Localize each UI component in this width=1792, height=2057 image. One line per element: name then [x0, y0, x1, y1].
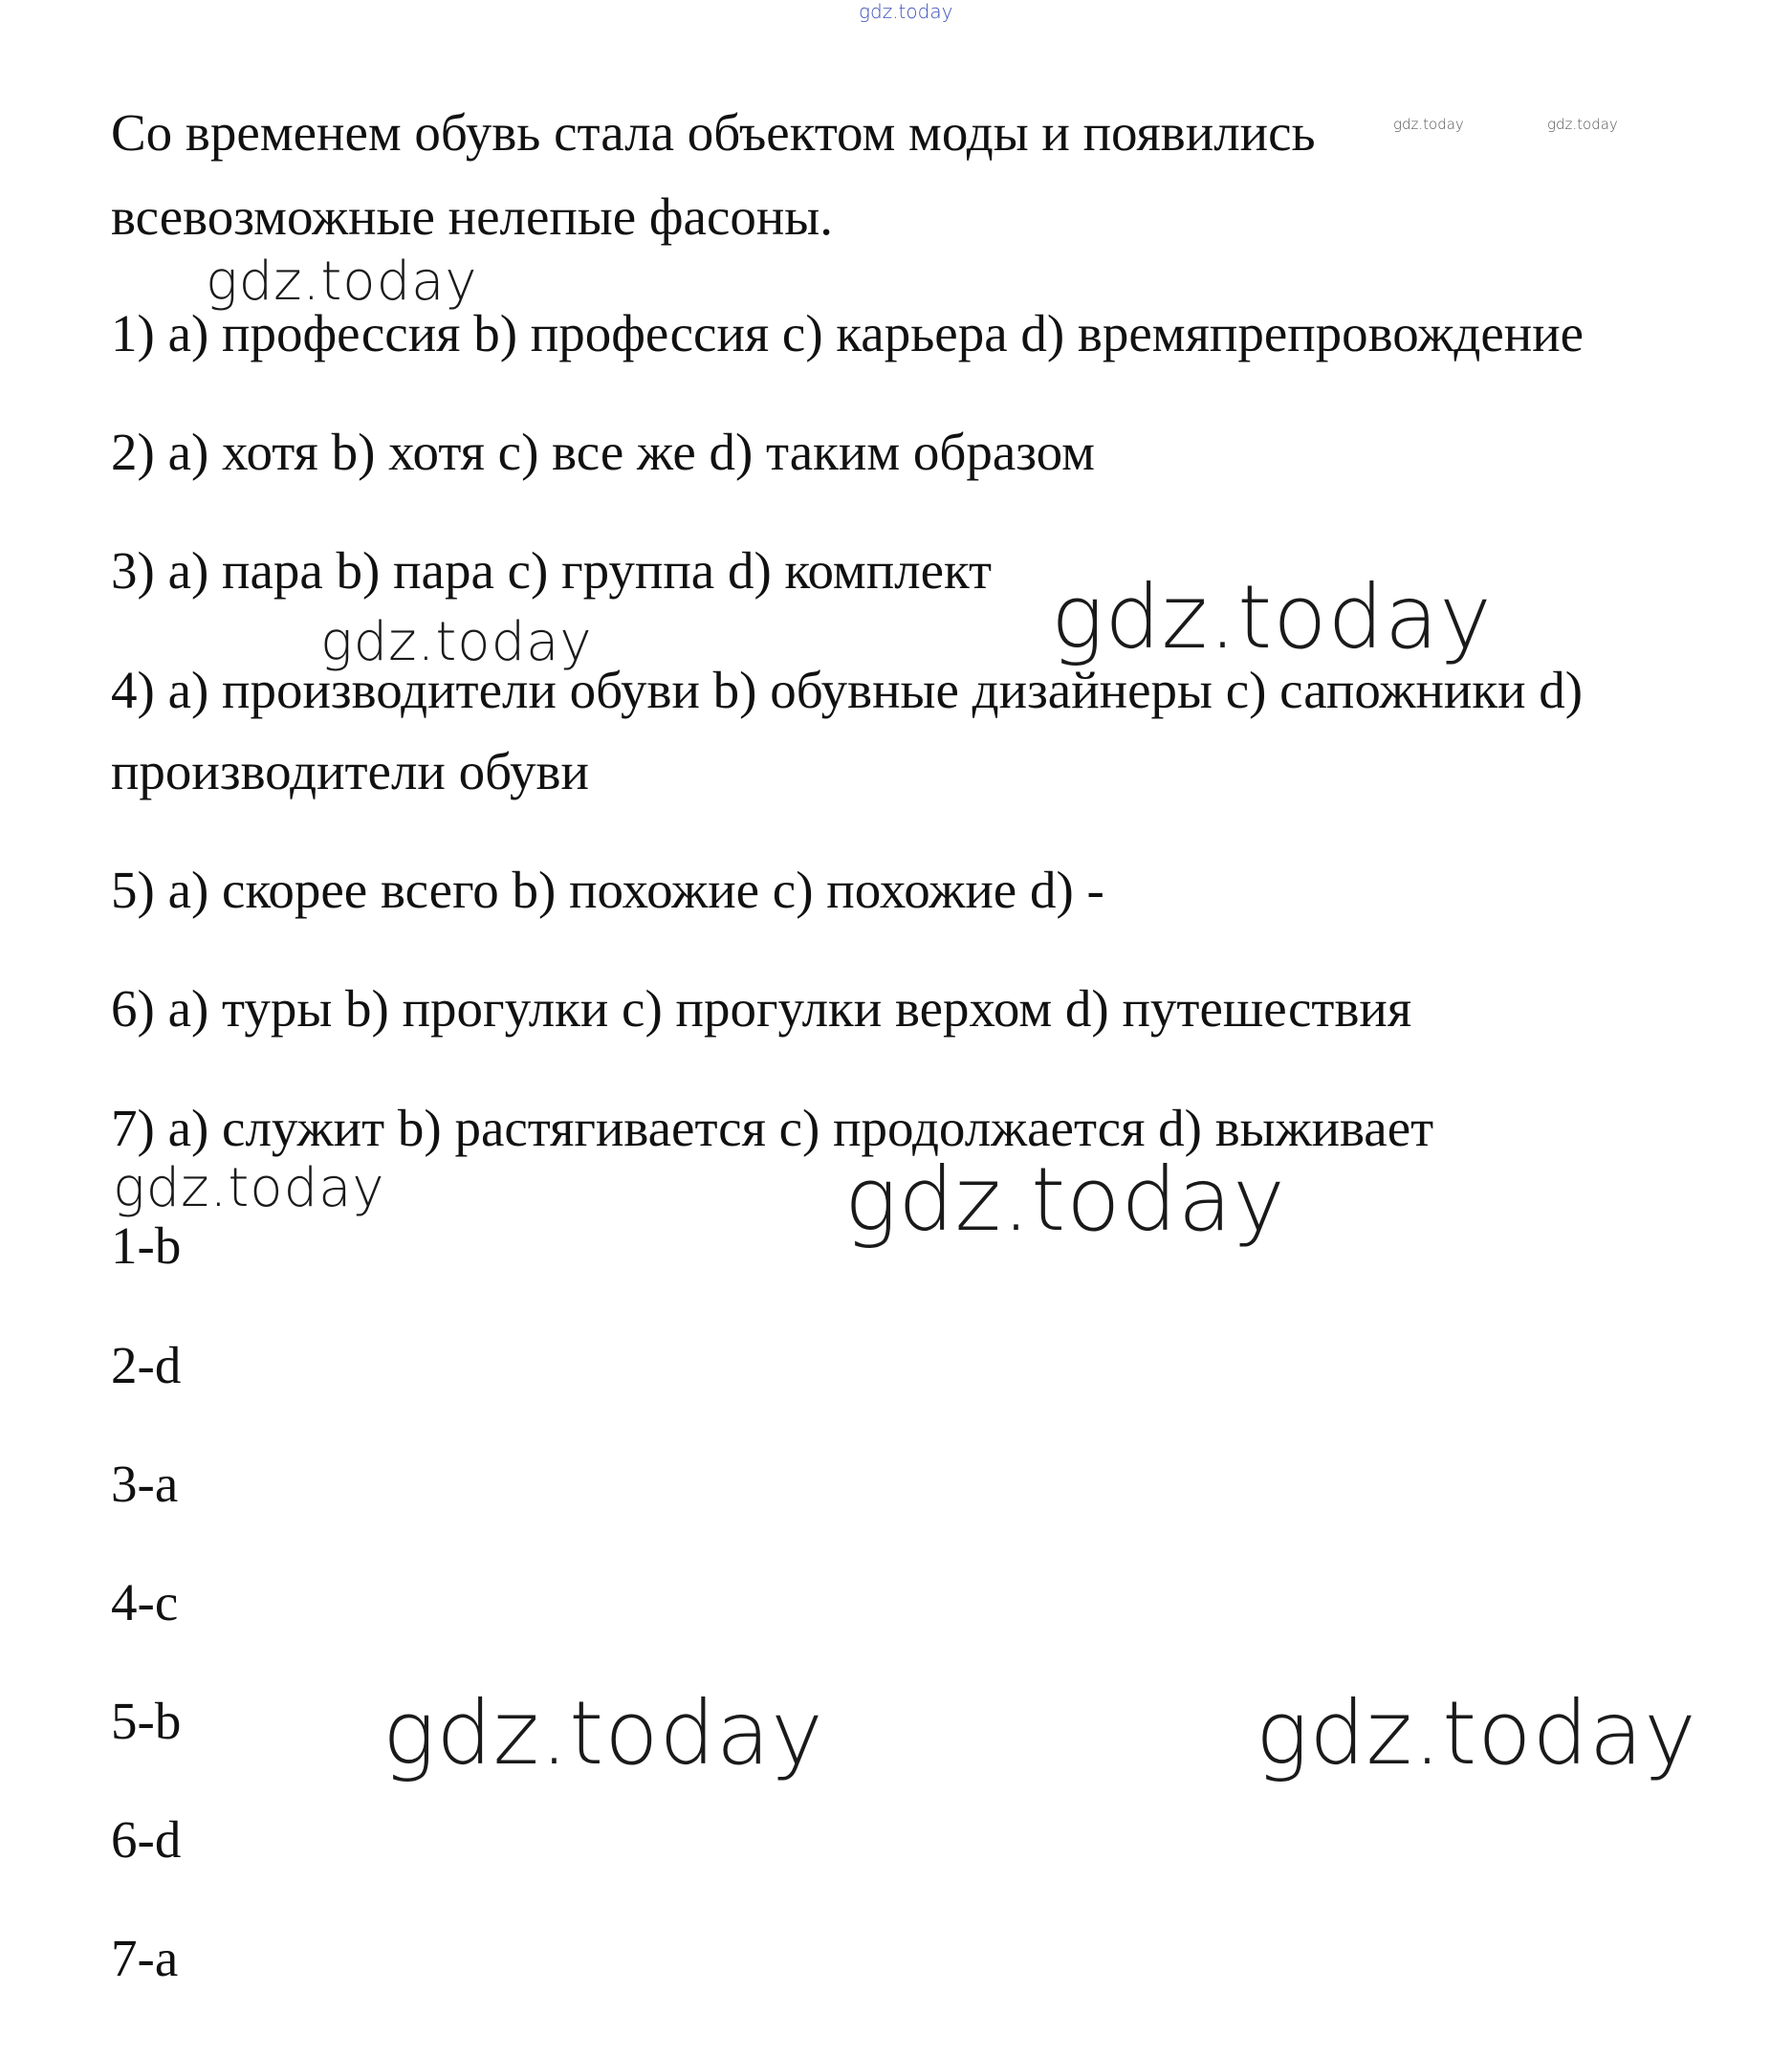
watermark-large-2: gdz.today: [844, 1149, 1286, 1251]
question-4: 4) a) производители обуви b) обувные дизайнеры c) сапожники d): [111, 661, 1584, 719]
question-4-cont: производители обуви: [111, 742, 589, 800]
answer-1: 1-b: [111, 1216, 182, 1275]
answer-3: 3-a: [111, 1455, 179, 1513]
answer-7: 7-a: [111, 1929, 179, 1987]
question-6: 6) a) туры b) прогулки c) прогулки верхом d) путешествия: [111, 979, 1412, 1038]
intro-line-2: всевозможные нелепые фасоны.: [111, 187, 834, 246]
watermark-top: gdz.today: [859, 0, 953, 23]
question-5: 5) a) скорее всего b) похожие c) похожие d) -: [111, 861, 1104, 919]
watermark-medium-2: gdz.today: [320, 611, 593, 673]
question-3: 3) a) пара b) пара c) группа d) комплект: [111, 541, 993, 600]
watermark-large-3: gdz.today: [382, 1682, 824, 1784]
question-1: 1) a) профессия b) профессия c) карьера d) времяпрепровождение: [111, 304, 1584, 362]
watermark-medium-1: gdz.today: [206, 251, 478, 313]
answer-4: 4-c: [111, 1573, 179, 1631]
question-7: 7) a) служит b) растягивается c) продолжается d) выживает: [111, 1099, 1434, 1157]
watermark-large-1: gdz.today: [1051, 566, 1493, 668]
question-2: 2) a) хотя b) хотя c) все же d) таким образом: [111, 423, 1095, 481]
watermark-medium-3: gdz.today: [113, 1157, 385, 1219]
answer-2: 2-d: [111, 1336, 182, 1394]
answer-5: 5-b: [111, 1692, 182, 1750]
watermark-tiny-2: gdz.today: [1547, 116, 1618, 133]
intro-line-1: Со временем обувь стала объектом моды и появились: [111, 103, 1316, 162]
watermark-large-4: gdz.today: [1256, 1682, 1697, 1784]
answer-6: 6-d: [111, 1810, 182, 1869]
watermark-tiny-1: gdz.today: [1393, 116, 1464, 133]
